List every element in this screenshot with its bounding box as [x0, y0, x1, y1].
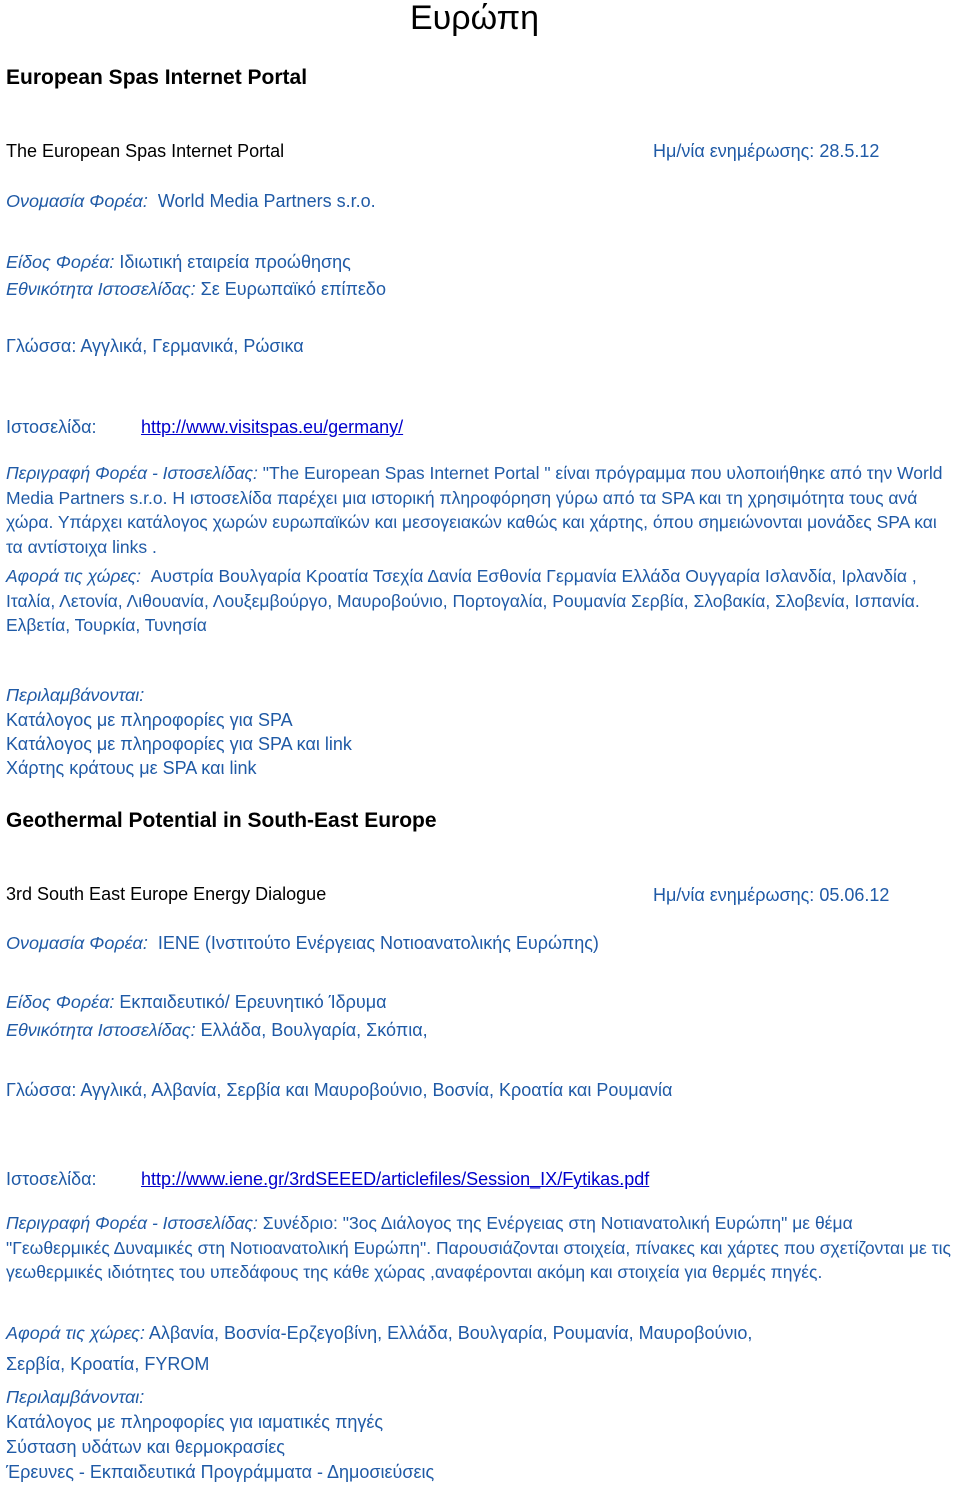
countries-label: Αφορά τις χώρες: — [6, 566, 141, 586]
description-label: Περιγραφή Φορέα - Ιστοσελίδας: — [6, 463, 258, 483]
site-scope-row — [6, 1019, 428, 1041]
carrier-type-row — [6, 991, 387, 1013]
carrier-type-label: Είδος Φορέα: — [6, 992, 115, 1012]
page-title: Ευρώπη — [410, 0, 540, 37]
includes-item: Σύσταση υδάτων και θερμοκρασίες — [6, 1437, 285, 1457]
countries-row — [6, 1322, 752, 1344]
entry-heading-text: European Spas Internet Portal — [6, 66, 308, 89]
includes-label — [6, 1386, 144, 1408]
includes-item: Χάρτης κράτους με SPA και link — [6, 758, 257, 778]
includes-item: Κατάλογος με πληροφορίες για ιαματικές πηγές — [6, 1412, 384, 1432]
carrier-type-value: Εκπαιδευτικό/ Ερευνητικό Ίδρυμα — [119, 992, 387, 1012]
includes-label — [6, 684, 144, 706]
includes-item: Κατάλογος με πληροφορίες για SPA — [6, 710, 293, 730]
includes-item: Έρευνες - Εκπαιδευτικά Προγράμματα - Δημοσιεύσεις — [6, 1462, 435, 1482]
language-value: Αγγλικά, Αλβανία, Σερβία και Μαυροβούνιο, Βοσνία, Κροατία και Ρουμανία — [80, 1080, 673, 1100]
language-label: Γλώσσα: — [6, 1080, 77, 1100]
includes-label-text: Περιλαμβάνονται: — [6, 1387, 145, 1407]
entry-subtitle: The European Spas Internet Portal — [6, 141, 285, 161]
carrier-type-value: Ιδιωτική εταιρεία προώθησης — [119, 252, 351, 272]
update-value: 05.06.12 — [819, 885, 890, 905]
site-scope-row — [6, 278, 386, 300]
includes-item: Κατάλογος με πληροφορίες για SPA και link — [6, 734, 352, 754]
description-label: Περιγραφή Φορέα - Ιστοσελίδας: — [6, 1213, 258, 1233]
update-value: 28.5.12 — [819, 141, 880, 161]
update-label: Ημ/νία ενημέρωσης: — [653, 141, 815, 161]
carrier-name-value: IENE (Ινστιτούτο Ενέργειας Νοτιοανατολικής Ευρώπης) — [157, 933, 599, 953]
carrier-type-label: Είδος Φορέα: — [6, 252, 115, 272]
website-row — [6, 416, 97, 438]
update-date — [653, 140, 879, 162]
site-scope-value: Σε Ευρωπαϊκό επίπεδο — [200, 279, 386, 299]
carrier-name-row — [6, 932, 599, 954]
description-text: "The European Spas Internet Portal " είναι πρόγραμμα που υλοποιήθηκε από την World Media Partners s.r.o. Η ιστοσελίδα παρέχει μια ιστορική πληροφόρηση γύρω από τα SPA και τη χρησιμότητα τους ανά χώρα. Υπάρχει κατάλογος χωρών ευρωπαϊκών και μεσογειακών καθώς και χάρτης, όπου σημειώνονται μονάδες SPA και τα αντίστοιχα links . — [6, 463, 943, 557]
entry-heading — [6, 65, 307, 91]
countries-row-continued: Σερβία, Κροατία, FYROM — [6, 1354, 210, 1374]
carrier-name-value: World Media Partners s.r.o. — [157, 191, 376, 211]
language-label: Γλώσσα: — [6, 336, 77, 356]
website-label: Ιστοσελίδα: — [6, 417, 97, 437]
site-scope-value: Ελλάδα, Βουλγαρία, Σκόπια, — [200, 1020, 428, 1040]
carrier-name-label: Ονομασία Φορέα: — [6, 191, 148, 211]
website-link[interactable]: http://www.visitspas.eu/germany/ — [141, 417, 404, 437]
carrier-name-label: Ονομασία Φορέα: — [6, 933, 148, 953]
site-scope-label: Εθνικότητα Ιστοσελίδας: — [6, 1020, 196, 1040]
website-row — [6, 1168, 97, 1190]
description-text: Συνέδριο: "3ος Διάλογος της Ενέργειας στη Νοτιανατολική Ευρώπη" με θέμα "Γεωθερμικές Δυναμικές στη Νοτιοανατολική Ευρώπη". Παρουσιάζονται στοιχεία, πίνακες και χάρτες που σχετίζονται με τις γεωθερμικές ιδιότητες του υπεδάφους της κάθε χώρας ,αναφέρονται ακόμη και στοιχεία για θερμές πηγές. — [6, 1213, 951, 1282]
entry-subtitle: 3rd South East Europe Energy Dialogue — [6, 884, 327, 904]
carrier-type-row — [6, 251, 351, 273]
description-paragraph — [6, 461, 956, 559]
update-label: Ημ/νία ενημέρωσης: — [653, 885, 815, 905]
site-scope-label: Εθνικότητα Ιστοσελίδας: — [6, 279, 196, 299]
language-row — [6, 1079, 672, 1101]
countries-label: Αφορά τις χώρες: — [6, 1323, 145, 1343]
countries-paragraph — [6, 564, 956, 638]
language-value: Αγγλικά, Γερμανικά, Ρώσικα — [80, 336, 304, 356]
update-date — [653, 884, 889, 906]
carrier-name-row — [6, 190, 376, 212]
includes-label-text: Περιλαμβάνονται: — [6, 685, 145, 705]
website-label: Ιστοσελίδα: — [6, 1169, 97, 1189]
language-row — [6, 335, 304, 357]
description-paragraph — [6, 1211, 956, 1285]
entry-heading: Geothermal Potential in South-East Europe — [6, 809, 437, 832]
countries-text: Αλβανία, Βοσνία-Ερζεγοβίνη, Ελλάδα, Βουλγαρία, Ρουμανία, Μαυροβούνιο, — [148, 1323, 753, 1343]
website-link[interactable]: http://www.iene.gr/3rdSEEED/articlefiles/Session_IX/Fytikas.pdf — [141, 1169, 650, 1189]
countries-text: Αυστρία Βουλγαρία Κροατία Τσεχία Δανία Εσθονία Γερμανία Ελλάδα Ουγγαρία Ισλανδία, Ιρλανδία , Ιταλία, Λετονία, Λιθουανία, Λουξεμβούργο, Μαυροβούνιο, Πορτογαλία, Ρουμανία Σερβία, Σλοβακία, Σλοβενία, Ισπανία. Ελβετία, Τουρκία, Τυνησία — [6, 566, 920, 635]
